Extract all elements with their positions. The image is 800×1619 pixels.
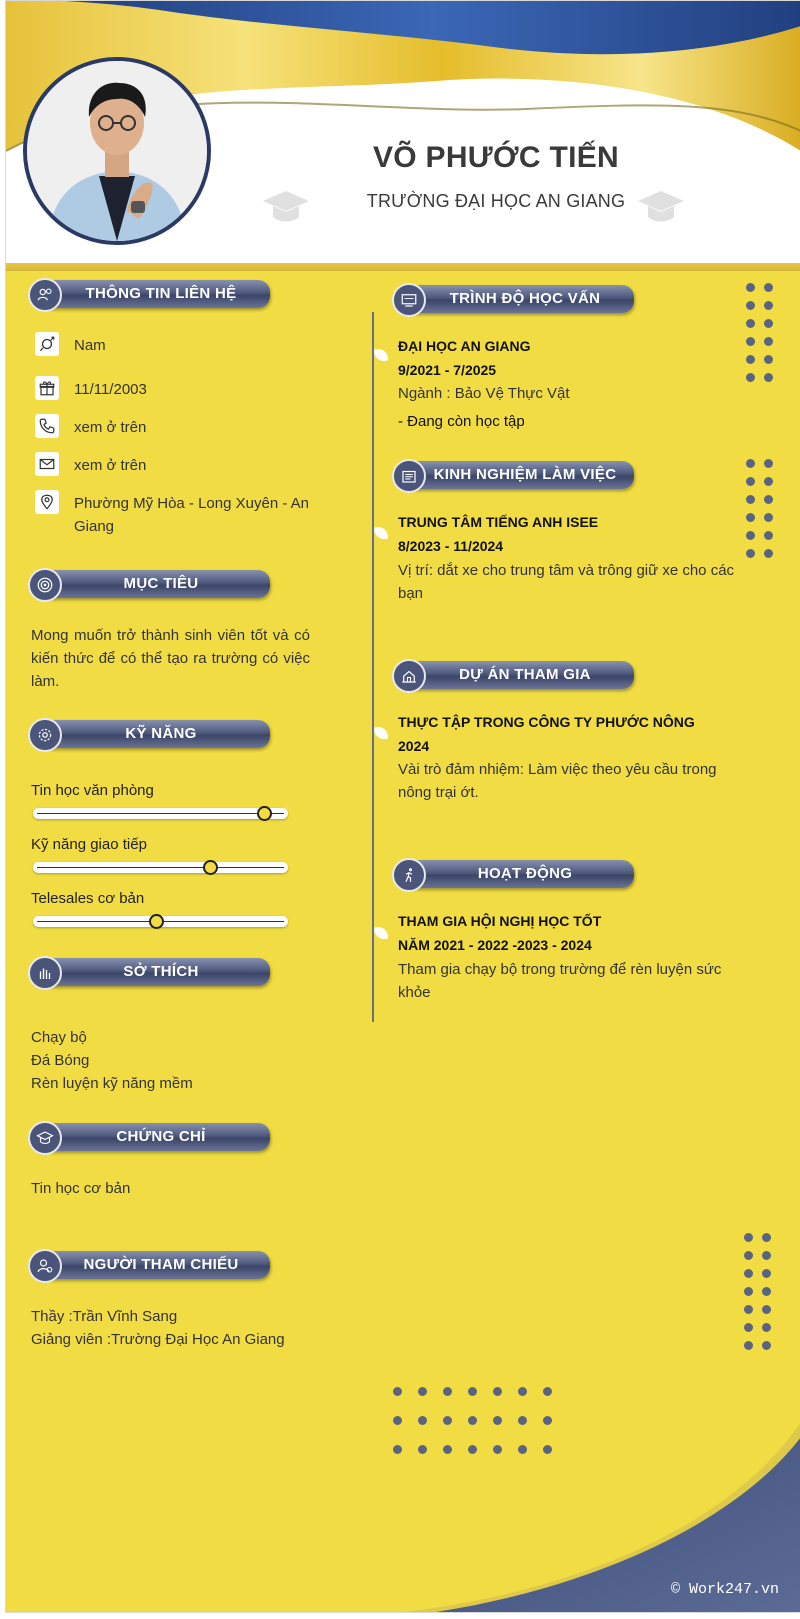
project-name: THỰC TẬP TRONG CÔNG TY PHƯỚC NÔNG	[398, 714, 695, 730]
certificate-item: Tin học cơ bản	[31, 1180, 131, 1197]
reference-icon	[28, 1249, 62, 1283]
section-activities-header	[392, 858, 642, 892]
timeline-marker	[374, 527, 388, 539]
section-certificates-header	[28, 1121, 278, 1155]
experience-period: 8/2023 - 11/2024	[398, 538, 504, 554]
section-experience-header	[392, 459, 642, 493]
mail-icon	[35, 452, 59, 476]
briefcase-icon	[392, 459, 426, 493]
section-title: KINH NGHIỆM LÀM VIỆC	[433, 466, 617, 483]
hobby-icon	[28, 956, 62, 990]
education-icon	[392, 283, 426, 317]
section-title: SỞ THÍCH	[123, 963, 199, 980]
skill-level-slider	[33, 808, 288, 819]
contact-text: Phường Mỹ Hòa - Long Xuyên - An Giang	[74, 495, 310, 535]
timeline-marker	[374, 927, 388, 939]
section-hobbies-header	[28, 956, 278, 990]
skill-label: Tin học văn phòng	[31, 782, 154, 799]
objective-text: Mong muốn trở thành sinh viên tốt và có kiến thức để có thể tạo ra trường có việc làm.	[31, 627, 310, 690]
contact-text: 11/11/2003	[74, 381, 147, 398]
skill-label: Telesales cơ bản	[31, 890, 145, 907]
slider-track	[37, 813, 284, 814]
hobby-item: Chạy bộ	[31, 1029, 87, 1046]
target-icon	[28, 568, 62, 602]
section-title: TRÌNH ĐỘ HỌC VẤN	[449, 290, 601, 307]
avatar	[23, 57, 211, 245]
location-pin-icon	[35, 490, 59, 514]
dot-grid-decoration	[744, 1233, 774, 1353]
education-period: 9/2021 - 7/2025	[398, 362, 497, 378]
skill-level-slider	[33, 916, 288, 927]
slider-track	[37, 867, 284, 868]
contact-text: xem ở trên	[74, 419, 147, 436]
slider-knob	[203, 860, 218, 875]
project-icon	[392, 659, 426, 693]
slider-knob	[149, 914, 164, 929]
section-title: THÔNG TIN LIÊN HỆ	[85, 285, 237, 302]
timeline-marker	[374, 349, 388, 361]
gear-icon	[28, 718, 62, 752]
dot-grid-decoration	[746, 283, 776, 393]
footer-wave-decoration	[6, 1382, 800, 1612]
dot-grid-decoration	[746, 459, 776, 569]
cv-header	[6, 1, 800, 271]
section-projects-header	[392, 659, 642, 693]
phone-icon	[35, 414, 59, 438]
contact-text: xem ở trên	[74, 457, 147, 474]
activity-description: Tham gia chạy bộ trong trường để rèn luyện sức khỏe	[398, 961, 722, 1001]
section-references-header	[28, 1249, 278, 1283]
skill-level-slider	[33, 862, 288, 873]
section-title: MỤC TIÊU	[123, 575, 199, 592]
section-title: HOẠT ĐỘNG	[477, 865, 573, 882]
education-major: Ngành : Bảo Vệ Thực Vật	[398, 385, 570, 402]
candidate-school: TRƯỜNG ĐẠI HỌC AN GIANG	[366, 191, 626, 211]
education-school: ĐẠI HỌC AN GIANG	[398, 338, 531, 354]
section-title: DỰ ÁN THAM GIA	[459, 666, 591, 683]
hobby-item: Đá Bóng	[31, 1052, 90, 1069]
copyright-text: © Work247.vn	[670, 1581, 779, 1598]
section-contact-header	[28, 278, 278, 312]
timeline-marker	[374, 727, 388, 739]
activity-icon	[392, 858, 426, 892]
certificate-icon	[28, 1121, 62, 1155]
gender-icon	[35, 332, 59, 356]
hobby-item: Rèn luyện kỹ năng mềm	[31, 1075, 193, 1092]
gift-icon	[35, 376, 59, 400]
education-status: - Đang còn học tập	[398, 413, 525, 430]
activity-name: THAM GIA HỘI NGHỊ HỌC TỐT	[398, 913, 602, 929]
timeline-divider	[372, 312, 374, 1022]
section-objective-header	[28, 568, 278, 602]
section-education-header	[392, 283, 642, 317]
experience-company: TRUNG TÂM TIẾNG ANH ISEE	[398, 514, 599, 530]
candidate-name: VÕ PHƯỚC TIẾN	[372, 141, 620, 174]
reference-item: Thầy :Trần Vĩnh Sang	[31, 1308, 178, 1325]
project-description: Vài trò đảm nhiệm: Làm việc theo yêu cầu trong nông trại ớt.	[398, 761, 717, 801]
section-title: NGƯỜI THAM CHIẾU	[83, 1256, 239, 1273]
experience-description: Vị trí: dắt xe cho trung tâm và trông giữ xe cho các bạn	[398, 562, 735, 602]
contact-icon	[28, 278, 62, 312]
skill-label: Kỹ năng giao tiếp	[31, 836, 147, 853]
contact-text: Nam	[74, 337, 106, 354]
section-title: KỸ NĂNG	[125, 725, 197, 742]
reference-item: Giảng viên :Trường Đại Học An Giang	[31, 1331, 285, 1348]
activity-period: NĂM 2021 - 2022 -2023 - 2024	[398, 937, 592, 953]
section-skills-header	[28, 718, 278, 752]
cv-page	[5, 0, 800, 1613]
section-title: CHỨNG CHỈ	[116, 1128, 206, 1145]
slider-knob	[257, 806, 272, 821]
project-period: 2024	[398, 738, 430, 754]
graduation-cap-icon	[261, 187, 311, 227]
